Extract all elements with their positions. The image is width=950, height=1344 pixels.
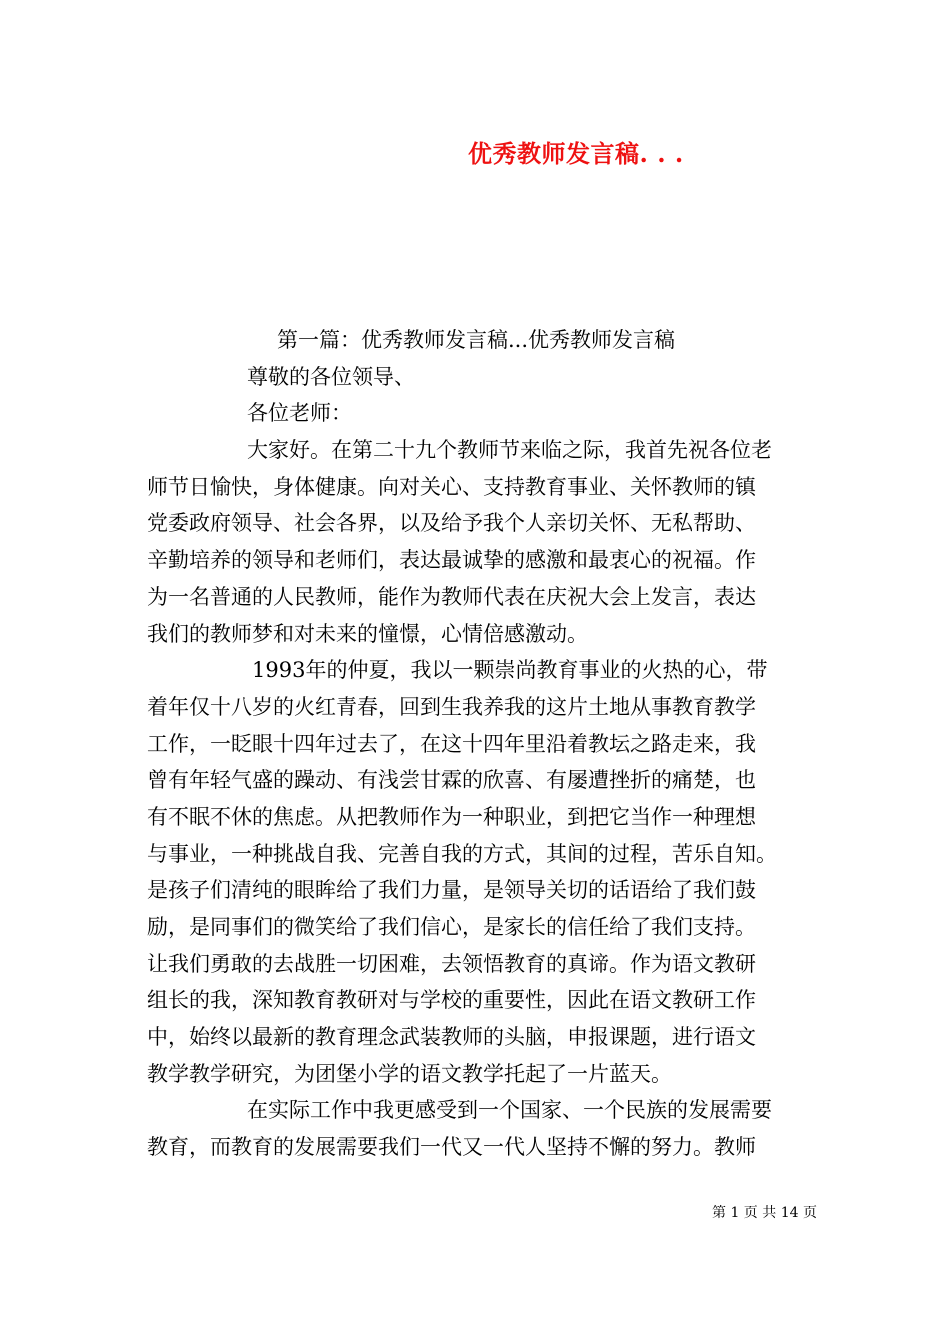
paragraph-line: 励，是同事们的微笑给了我们信心，是家长的信任给了我们支持。 xyxy=(147,915,756,939)
paragraph-line: 大家好。在第二十九个教师节来临之际，我首先祝各位老 xyxy=(247,438,772,463)
paragraph-line: 与事业，一种挑战自我、完善自我的方式，其间的过程，苦乐自知。 xyxy=(147,841,777,866)
paragraph-line: 1993年的仲夏，我以一颗崇尚教育事业的火热的心，带 xyxy=(252,658,768,683)
paragraph-line: 教学教学研究，为团堡小学的语文教学托起了一片蓝天。 xyxy=(147,1061,672,1086)
salutation-line: 各位老师： xyxy=(247,401,352,426)
paragraph-line: 让我们勇敢的去战胜一切困难，去领悟教育的真谛。作为语文教研 xyxy=(147,951,756,976)
paragraph-line: 组长的我，深知教育教研对与学校的重要性，因此在语文教研工作 xyxy=(147,988,756,1013)
paragraph-line: 工作，一眨眼十四年过去了，在这十四年里沿着教坛之路走来，我 xyxy=(147,731,756,756)
heading-line: 第一篇：优秀教师发言稿...优秀教师发言稿 xyxy=(277,328,676,352)
paragraph-line: 是孩子们清纯的眼眸给了我们力量，是领导关切的话语给了我们鼓 xyxy=(147,878,756,903)
paragraph-line: 有不眠不休的焦虑。从把教师作为一种职业，到把它当作一种理想 xyxy=(147,804,756,829)
salutation-line: 尊敬的各位领导、 xyxy=(247,364,415,389)
paragraph-line: 着年仅十八岁的火红青春，回到生我养我的这片土地从事教育教学 xyxy=(147,694,756,719)
paragraph-line: 师节日愉快，身体健康。向对关心、支持教育事业、关怀教师的镇 xyxy=(147,474,756,499)
paragraph-line: 为一名普通的人民教师，能作为教师代表在庆祝大会上发言，表达 xyxy=(147,584,756,609)
paragraph-line: 我们的教师梦和对未来的憧憬，心情倍感激动。 xyxy=(147,621,588,646)
paragraph-line: 中，始终以最新的教育理念武装教师的头脑，申报课题，进行语文 xyxy=(147,1025,756,1050)
paragraph-line: 辛勤培养的领导和老师们，表达最诚挚的感激和最衷心的祝福。作 xyxy=(147,548,756,573)
paragraph-line: 曾有年轻气盛的躁动、有浅尝甘霖的欣喜、有屡遭挫折的痛楚，也 xyxy=(147,768,756,793)
paragraph-line: 教育，而教育的发展需要我们一代又一代人坚持不懈的努力。教师 xyxy=(147,1135,756,1160)
page-number: 第 1 页 共 14 页 xyxy=(712,1205,817,1221)
paragraph-line: 党委政府领导、社会各界，以及给予我个人亲切关怀、无私帮助、 xyxy=(147,511,756,536)
document-body xyxy=(147,322,807,1166)
document-title: 优秀教师发言稿. . . xyxy=(468,139,684,168)
paragraph-line: 在实际工作中我更感受到一个国家、一个民族的发展需要 xyxy=(247,1098,772,1123)
